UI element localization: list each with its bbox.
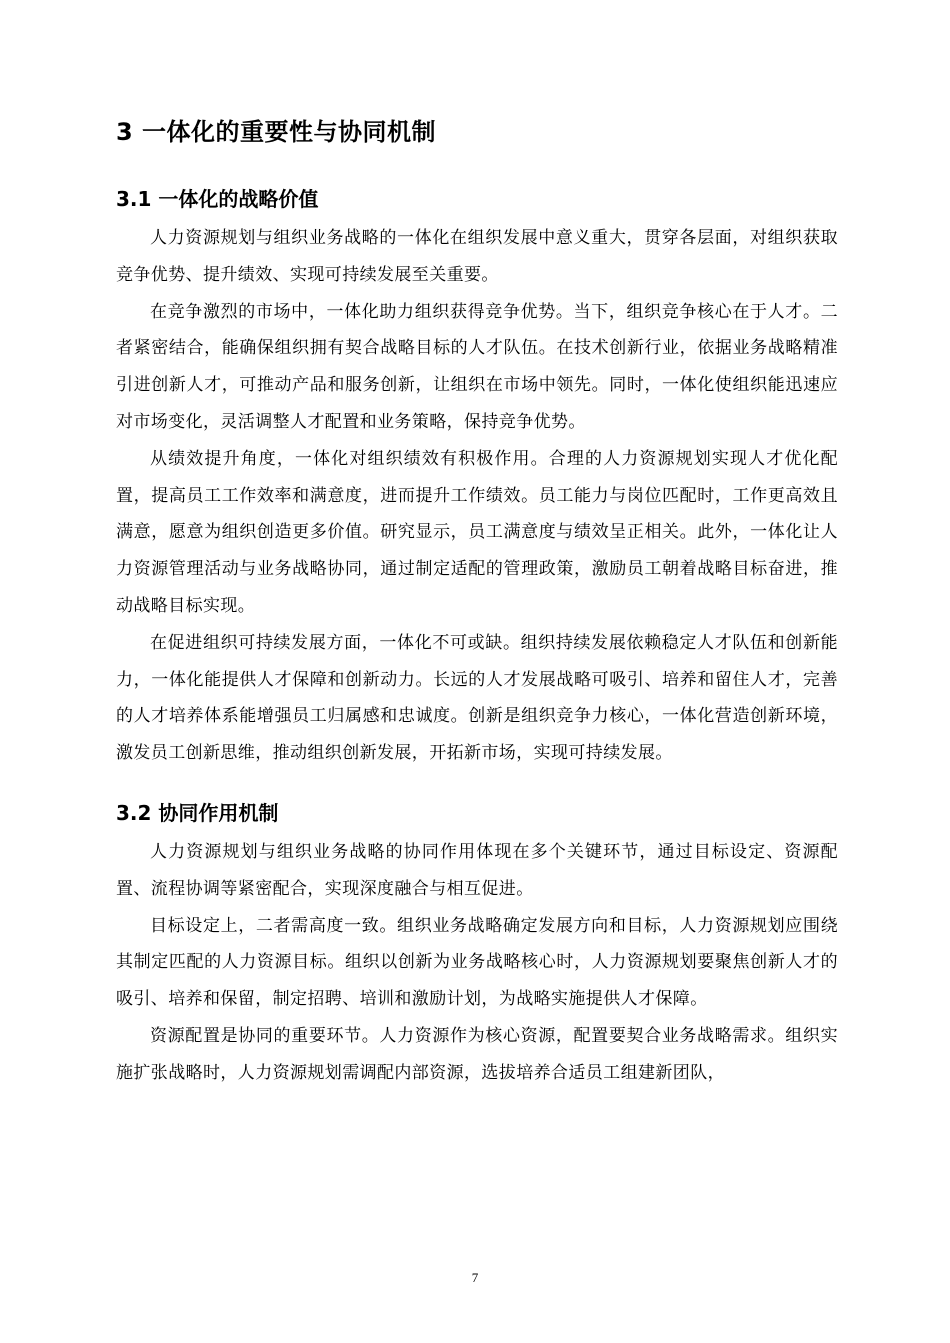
chapter-title: 3 一体化的重要性与协同机制 bbox=[116, 118, 437, 146]
paragraph: 在竞争激烈的市场中，一体化助力组织获得竞争优势。当下，组织竞争核心在于人才。二者紧密结合，能确保组织拥有契合战略目标的人才队伍。在技术创新行业，依据业务战略精准引进创新人才，可推动产品和服务创新，让组织在市场中领先。同时，一体化使组织能迅速应对市场变化，灵活调整人才配置和业务策略，保持竞争优势。 bbox=[116, 301, 838, 432]
paragraph: 资源配置是协同的重要环节。人力资源作为核心资源，配置要契合业务战略需求。组织实施扩张战略时，人力资源规划需调配内部资源，选拔培养合适员工组建新团队， bbox=[116, 1025, 838, 1083]
paragraph: 目标设定上，二者需高度一致。组织业务战略确定发展方向和目标，人力资源规划应围绕其制定匹配的人力资源目标。组织以创新为业务战略核心时，人力资源规划要聚焦创新人才的吸引、培养和保留，制定招聘、培训和激励计划，为战略实施提供人才保障。 bbox=[116, 915, 838, 1010]
page-content bbox=[116, 112, 838, 1092]
paragraph: 人力资源规划与组织业务战略的协同作用体现在多个关键环节，通过目标设定、资源配置、流程协调等紧密配合，实现深度融合与相互促进。 bbox=[116, 841, 838, 899]
page-number: 7 bbox=[471, 1270, 479, 1285]
section-title-3-2: 3.2 协同作用机制 bbox=[116, 800, 279, 825]
paragraph: 在促进组织可持续发展方面，一体化不可或缺。组织持续发展依赖稳定人才队伍和创新能力，一体化能提供人才保障和创新动力。长远的人才发展战略可吸引、培养和留住人才，完善的人才培养体系能增强员工归属感和忠诚度。创新是组织竞争力核心，一体化营造创新环境，激发员工创新思维，推动组织创新发展，开拓新市场，实现可持续发展。 bbox=[116, 632, 838, 764]
paragraph: 从绩效提升角度，一体化对组织绩效有积极作用。合理的人力资源规划实现人才优化配置，提高员工工作效率和满意度，进而提升工作绩效。员工能力与岗位匹配时，工作更高效且满意，愿意为组织创造更多价值。研究显示，员工满意度与绩效呈正相关。此外，一体化让人力资源管理活动与业务战略协同，通过制定适配的管理政策，激励员工朝着战略目标奋进，推动战略目标实现。 bbox=[116, 448, 838, 616]
paragraph: 人力资源规划与组织业务战略的一体化在组织发展中意义重大，贯穿各层面，对组织获取竞争优势、提升绩效、实现可持续发展至关重要。 bbox=[116, 228, 838, 285]
section-title-3-1: 3.1 一体化的战略价值 bbox=[116, 187, 319, 211]
